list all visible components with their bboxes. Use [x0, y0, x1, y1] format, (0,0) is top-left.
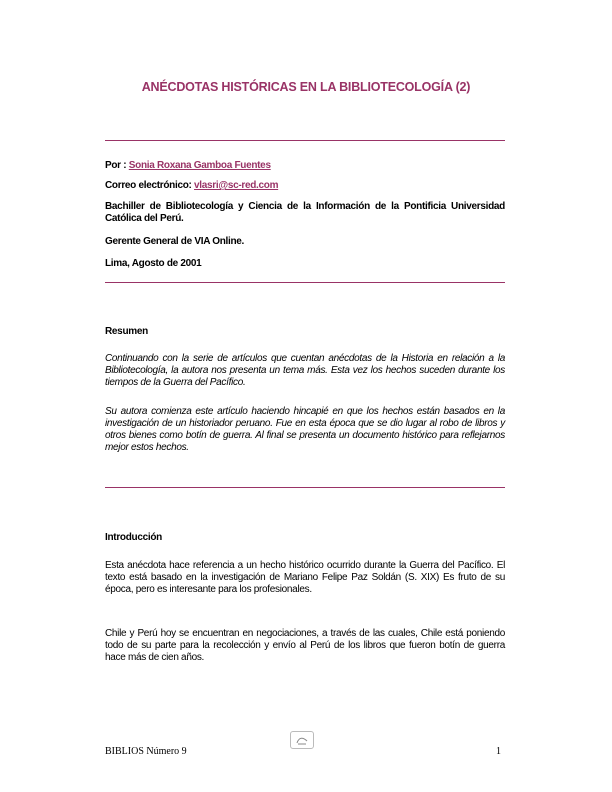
email-label: Correo electrónico: — [105, 180, 192, 191]
author-position: Gerente General de VIA Online. — [105, 236, 245, 247]
author-line — [105, 160, 271, 172]
introduccion-paragraph-1: Esta anécdota hace referencia a un hecho histórico ocurrido durante la Guerra del Pacífico. El texto está basado en la investigación de Mariano Felipe Paz Soldán (S. XIX) Es fruto de su época, pero es interesante para los profesionales. — [105, 560, 505, 595]
journal-logo-icon — [290, 731, 314, 749]
divider-middle — [105, 282, 505, 283]
resumen-paragraph-1: Continuando con la serie de artículos que cuentan anécdotas de la Historia en relación a la Bibliotecología, la autora nos presenta un tema más. Esta vez los hechos suceden durante los tiempos de la Guerra del Pacífico. — [105, 353, 505, 388]
author-credential: Bachiller de Bibliotecología y Ciencia de la Información de la Pontificia Universidad Católica del Perú. — [105, 201, 505, 224]
footer-page-number: 1 — [496, 746, 501, 757]
divider-top — [105, 140, 505, 141]
resumen-paragraph-2: Su autora comienza este artículo haciendo hincapié en que los hechos están basados en la investigación de un historiador peruano. Fue en esta época que se dio lugar al robo de libros y otros bienes como botín de guerra. Al final se presenta un documento histórico para reflejarnos mejor estos hechos. — [105, 406, 505, 453]
introduccion-paragraph-2: Chile y Perú hoy se encuentran en negociaciones, a través de las cuales, Chile está poniendo todo de su parte para la recolección y envío al Perú de los libros que fueron botín de guerra hace más de cien años. — [105, 628, 505, 663]
email-link[interactable]: vlasri@sc-red.com — [194, 180, 279, 191]
article-title: ANÉCDOTAS HISTÓRICAS EN LA BIBLIOTECOLOGÍA (2) — [141, 80, 471, 94]
footer-journal: BIBLIOS Número 9 — [105, 746, 187, 757]
divider-bottom — [105, 487, 505, 488]
introduccion-heading: Introducción — [105, 532, 162, 543]
author-label: Por : — [105, 160, 127, 171]
place-date: Lima, Agosto de 2001 — [105, 258, 202, 269]
resumen-heading: Resumen — [105, 326, 148, 337]
logo-mark-icon — [295, 735, 309, 745]
author-name-link[interactable]: Sonia Roxana Gamboa Fuentes — [128, 160, 271, 171]
email-line — [105, 180, 278, 192]
